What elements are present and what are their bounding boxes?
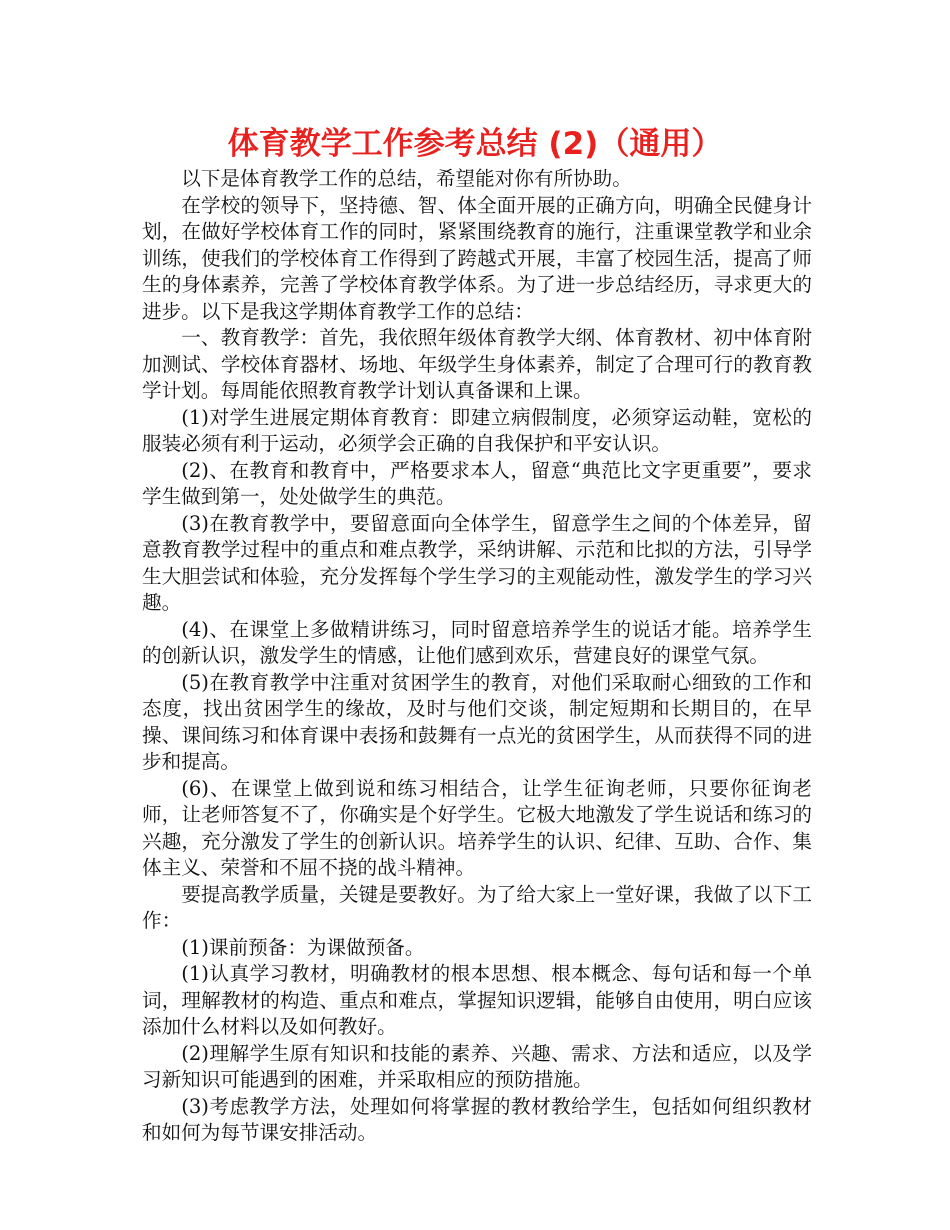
paragraph: (6)、在课堂上做到说和练习相结合，让学生征询老师，只要你征询老师，让老师答复不了，你确实是个好学生。它极大地激发了学生说话和练习的兴趣，充分激发了学生的创新认识。培养学生的认识、纪律、互助、合作、集体主义、荣誉和不屈不挠的战斗精神。 — [142, 776, 812, 879]
paragraph-intro: 以下是体育教学工作的总结，希望能对你有所协助。 — [181, 167, 632, 190]
paragraph: (3)考虑教学方法，处理如何将掌握的教材教给学生，包括如何组织教材和如何为每节课安排活动。 — [142, 1094, 812, 1144]
paragraph: (1)对学生进展定期体育教育：即建立病假制度，必须穿运动鞋，宽松的服装必须有利于运动，必须学会正确的自我保护和平安认识。 — [142, 405, 812, 455]
document-title: 体育教学工作参考总结 (2)（通用） — [227, 126, 723, 162]
paragraph: (5)在教育教学中注重对贫困学生的教育，对他们采取耐心细致的工作和态度，找出贫困学生的缘故，及时与他们交谈，制定短期和长期目的，在早操、课间练习和体育课中表扬和鼓舞有一点光的贫困学生，从而获得不同的进步和提高。 — [142, 670, 812, 773]
paragraph: (1)课前预备：为课做预备。 — [181, 935, 425, 959]
document-body — [142, 166, 812, 1147]
paragraph: (2)理解学生原有知识和技能的素养、兴趣、需求、方法和适应，以及学习新知识可能遇到的困难，并采取相应的预防措施。 — [142, 1041, 812, 1091]
paragraph: (4)、在课堂上多做精讲练习，同时留意培养学生的说话才能。培养学生的创新认识，激发学生的情感，让他们感到欢乐，营建良好的课堂气氛。 — [142, 617, 812, 667]
paragraph: (2)、在教育和教育中，严格要求本人，留意“典范比文字更重要”，要求学生做到第一，处处做学生的典范。 — [142, 458, 812, 508]
paragraph: (3)在教育教学中，要留意面向全体学生，留意学生之间的个体差异，留意教育教学过程中的重点和难点教学，采纳讲解、示范和比拟的方法，引导学生大胆尝试和体验，充分发挥每个学生学习的主观能动性，激发学生的学习兴趣。 — [142, 511, 812, 614]
paragraph: 在学校的领导下，坚持德、智、体全面开展的正确方向，明确全民健身计划，在做好学校体育工作的同时，紧紧围绕教育的施行，注重课堂教学和业余训练，使我们的学校体育工作得到了跨越式开展，丰富了校园生活，提高了师生的身体素养，完善了学校体育教学体系。为了进一步总结经历，寻求更大的进步。以下是我这学期体育教学工作的总结： — [142, 193, 812, 323]
paragraph: 要提高教学质量，关键是要教好。为了给大家上一堂好课，我做了以下工作： — [142, 882, 812, 932]
paragraph: 一、教育教学：首先，我依照年级体育教学大纲、体育教材、初中体育附加测试、学校体育器材、场地、年级学生身体素养，制定了合理可行的教育教学计划。每周能依照教育教学计划认真备课和上课。 — [142, 326, 812, 402]
paragraph: (1)认真学习教材，明确教材的根本思想、根本概念、每句话和每一个单词，理解教材的构造、重点和难点，掌握知识逻辑，能够自由使用，明白应该添加什么材料以及如何教好。 — [142, 962, 812, 1038]
